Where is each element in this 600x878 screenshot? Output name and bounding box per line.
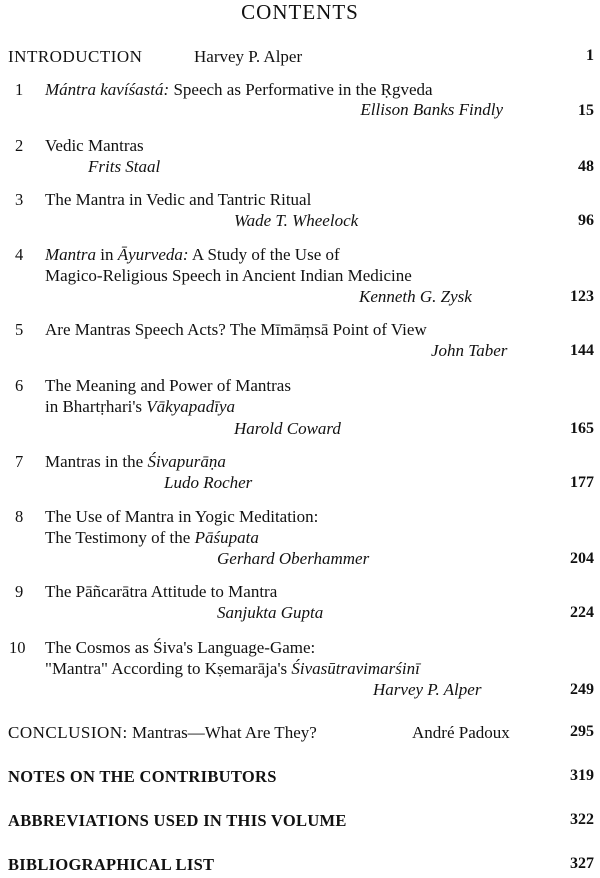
chapter-title: Are Mantras Speech Acts? The Mīmāṃsā Point of View <box>45 320 427 339</box>
chapter-number: 10 <box>9 638 26 657</box>
notes-heading: NOTES ON THE CONTRIBUTORS <box>8 767 277 786</box>
chapter-page: 177 <box>570 474 594 491</box>
chapter-author: Wade T. Wheelock <box>234 211 359 230</box>
chapter-title: The Mantra in Vedic and Tantric Ritual <box>45 190 312 209</box>
conclusion-entry: CONCLUSION: Mantras—What Are They? <box>8 723 317 742</box>
intro-author: Harvey P. Alper <box>194 47 303 66</box>
chapter-author: Frits Staal <box>88 157 161 176</box>
chapter-title-line2: "Mantra" According to Kṣemarāja's Śivasūtravimarśinī <box>45 659 420 678</box>
conclusion-author: André Padoux <box>412 723 510 742</box>
chapter-number: 8 <box>15 507 24 526</box>
chapter-number: 6 <box>15 376 24 395</box>
chapter-author: Gerhard Oberhammer <box>217 549 370 568</box>
abbreviations-heading: ABBREVIATIONS USED IN THIS VOLUME <box>8 811 347 830</box>
chapter-page: 123 <box>570 288 594 305</box>
intro-page: 1 <box>586 47 594 64</box>
chapter-page: 165 <box>570 420 594 437</box>
chapter-author: Ellison Banks Findly <box>360 100 503 119</box>
chapter-number: 4 <box>15 245 24 264</box>
chapter-title: The Meaning and Power of Mantras <box>45 376 291 395</box>
notes-page: 319 <box>570 767 594 784</box>
chapter-author: Harold Coward <box>234 419 341 438</box>
chapter-page: 249 <box>570 681 594 698</box>
chapter-author: John Taber <box>431 341 508 360</box>
chapter-title: The Use of Mantra in Yogic Meditation: <box>45 507 319 526</box>
chapter-title-line2: in Bhartṛhari's Vākyapadīya <box>45 397 236 416</box>
chapter-title: Vedic Mantras <box>45 136 144 155</box>
chapter-number: 1 <box>15 80 24 99</box>
chapter-title: Mántra kavíśastá: Speech as Performative in the Ṛgveda <box>45 80 433 99</box>
chapter-page: 15 <box>578 102 594 119</box>
chapter-title-line2: Magico-Religious Speech in Ancient Indian Medicine <box>45 266 412 285</box>
chapter-author: Kenneth G. Zysk <box>359 287 472 306</box>
chapter-title-line2: The Testimony of the Pāśupata <box>45 528 259 547</box>
chapter-page: 204 <box>570 550 594 567</box>
chapter-number: 7 <box>15 452 24 471</box>
bibliography-page: 327 <box>570 855 594 872</box>
chapter-number: 5 <box>15 320 24 339</box>
bibliography-heading: BIBLIOGRAPHICAL LIST <box>8 855 215 874</box>
chapter-title: The Cosmos as Śiva's Language-Game: <box>45 638 316 657</box>
chapter-page: 144 <box>570 342 594 359</box>
chapter-number: 2 <box>15 136 24 155</box>
intro-label: INTRODUCTION <box>8 47 143 66</box>
chapter-author: Harvey P. Alper <box>373 680 482 699</box>
page-title: CONTENTS <box>241 0 359 24</box>
abbreviations-page: 322 <box>570 811 594 828</box>
chapter-number: 3 <box>15 190 24 209</box>
chapter-author: Ludo Rocher <box>164 473 253 492</box>
chapter-title: The Pāñcarātra Attitude to Mantra <box>45 582 278 601</box>
chapter-title: Mantras in the Śivapurāṇa <box>45 452 226 471</box>
chapter-page: 48 <box>578 158 594 175</box>
chapter-page: 224 <box>570 604 594 621</box>
chapter-title: Mantra in Āyurveda: A Study of the Use of <box>45 245 340 264</box>
conclusion-page: 295 <box>570 723 594 740</box>
chapter-author: Sanjukta Gupta <box>217 603 324 622</box>
chapter-number: 9 <box>15 582 24 601</box>
chapter-page: 96 <box>578 212 594 229</box>
